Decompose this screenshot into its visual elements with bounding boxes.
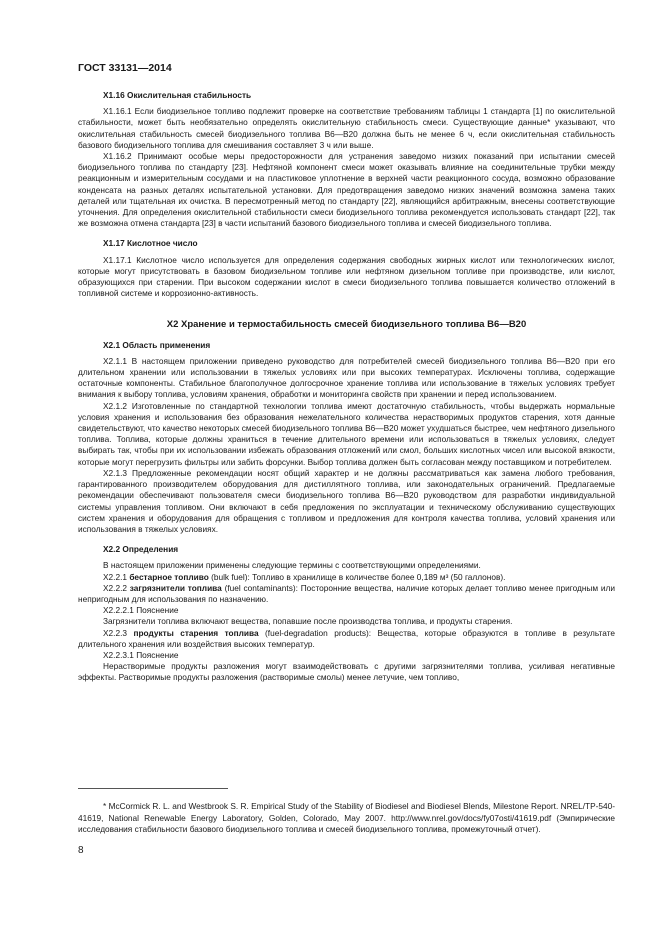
note-text-x2-2-2-1: Загрязнители топлива включают вещества, попавшие после производства топлива, и продукты старения. [103,616,513,627]
page-body [78,90,615,684]
note-label-x2-2-2-1: X2.2.2.1 Пояснение [103,605,179,616]
section-heading-x2-1: X2.1 Область применения [103,339,211,350]
definition-text: (fuel contaminants): Посторонние вещества, наличие которых делает топливо менее пригодным или непригодным для использования по назначению. [78,582,615,604]
paragraph-x2-2-intro: В настоящем приложении применены следующие термины с соответствующими определениями. [103,560,481,571]
definition-text: (fuel-degradation products): Вещества, которые образуются в топливе в результате длительного хранения или воздействия высоких температур. [78,627,616,649]
note-label-x2-2-3-1: X2.2.3.1 Пояснение [103,649,179,660]
footnote: * McCormick R. L. and Westbrook S. R. Empirical Study of the Stability of Biodiesel and Biodiesel Blends, Milestone Report. NREL/TP-540-41619, National Renewable Energy Laboratory, Golden, Colorado, May 2007. http://www.nrel.gov/docs/fy07osti/41619.pdf (Эмпирические исследования стабильности базового биодизельного топлива и смесей биодизельного топлива, промежуточный отчет). [78,801,615,834]
document-header: ГОСТ 33131—2014 [78,62,172,74]
definition-text: (bulk fuel): Топливо в хранилище в количестве более 0,189 м³ (50 галлонов). [211,571,506,582]
definition-x2-2-3 [78,628,615,650]
paragraph-x2-1-3: X2.1.3 Предложенные рекомендации носят общий характер и не должны рассматриваться как замена любого требования, гарантированного производителем оборудования для дистиллятного топлива, или законодательных ограничений. Предлагаемые рекомендации обеспечивают пользователя смеси биодизельного топлива В6—В20 руководством для разработки индивидуальной системы управления топливом. Они включают в себя предложения по эксплуатации и техническому обслуживанию существующих систем хранения и оборудования для обращения с топливом и предложения для контроля качества топлива, условий хранения или использования в тяжелых условиях. [78,467,615,534]
definition-x2-2-1 [78,572,615,583]
note-text-x2-2-3-1: Нерастворимые продукты разложения могут взаимодействовать с другими загрязнителями топлива, усиливая негативные эффекты. Растворимые продукты разложения (растворимые смолы) менее летучие, чем топливо, [78,661,615,683]
section-heading-x1-17: X1.17 Кислотное число [103,238,198,249]
definition-term: продукты старения топлива [133,627,259,638]
page-number: 8 [78,845,84,856]
paragraph-x1-16-1: X1.16.1 Если биодизельное топливо подлежит проверке на соответствие требованиям таблицы 1 стандарта [1] по окислительной стабильности, может быть необязательно определять окислительную стабильность смеси. Существующие данные* указывают, что окислительная стабильность смесей биодизельного топлива В6—В20 должна быть не менее 6 ч, если окислительная стабильность базового биодизельного топлива для смешивания составляет 3 ч или выше. [78,106,615,150]
definition-term: бестарное топливо [129,571,209,582]
definition-number: X2.2.1 [103,571,127,582]
appendix-title-x2: X2 Хранение и термостабильность смесей биодизельного топлива В6—В20 [166,319,527,331]
definition-term: загрязнители топлива [129,582,222,593]
definition-number: X2.2.3 [103,627,127,638]
paragraph-x1-17-1: X1.17.1 Кислотное число используется для определения содержания свободных жирных кислот или технологических кислот, которые могут присутствовать в базовом биодизельном топливе или нефтяном дизельном топливе при производстве, или кислот, образующихся при старении. При высоком содержании кислот в смеси биодизельного топлива повышается количество отложений в топливной системе и коррозионно-активность. [78,254,615,299]
section-heading-x2-2: X2.2 Определения [103,544,179,555]
paragraph-x2-1-1: X2.1.1 В настоящем приложении приведено руководство для потребителей смесей биодизельного топлива В6—В20 при его длительном хранении или использовании в тяжелых условиях или при высоких температурах. Исключены топлива, содержащие остаточные компоненты. Стабильное благополучное долгосрочное хранение топлива или использование в тяжелых условиях требует внимания к выбору топлива, условиям хранения, обработки и мониторинга свойств при хранении и перед использованием. [78,355,615,400]
definition-number: X2.2.2 [103,582,127,593]
paragraph-x1-16-2: X1.16.2 Принимают особые меры предосторожности для устранения заведомо низких показаний при испытании смесей биодизельного топлива по стандарту [23]. Нефтяной компонент смеси может оказывать влияние на соединительные трубки между реакционным и измерительным сосудами и на пластиковое уплотнение в верхней части реакционного сосуда, возможно образование конденсата на разных деталях испытательной установки. Для предотвращения заведомо низких значений возможна замена таких деталей или тщательная их очистка. В пересмотренный метод по стандарту [22], являющийся арбитражным, внесены соответствующие уточнения. Для определения окислительной стабильности смеси биодизельного топлива рекомендуется использовать стандарт [22], так же возможна отмена стандарта [23] в части испытаний базового биодизельного топлива и смесей биодизельного топлива. [78,151,615,229]
definition-x2-2-2 [78,583,615,605]
footnote-divider [78,788,228,789]
section-heading-x1-16: X1.16 Окислительная стабильность [103,90,252,100]
paragraph-x2-1-2: X2.1.2 Изготовленные по стандартной технологии топлива имеют достаточную стабильность, чтобы выдержать нормальные условия хранения и использования без образования нежелательного количества нерастворимых продуктов старения, хотя данные свидетельствуют, что качество некоторых смесей биодизельного топлива В6—В20 может ухудшаться быстрее, чем нефтяного дизельного топлива. Топлива, которые должны храниться в течение длительного времени или использоваться в тяжелых условиях, следует выбирать так, чтобы при их использовании избежать образования отложений или смол, больших кислотных чисел или высокой вязкости, которые могут перегрузить фильтры или забить форсунки. Выбор топлива должен быть согласован между поставщиком и потребителем. [78,400,615,467]
